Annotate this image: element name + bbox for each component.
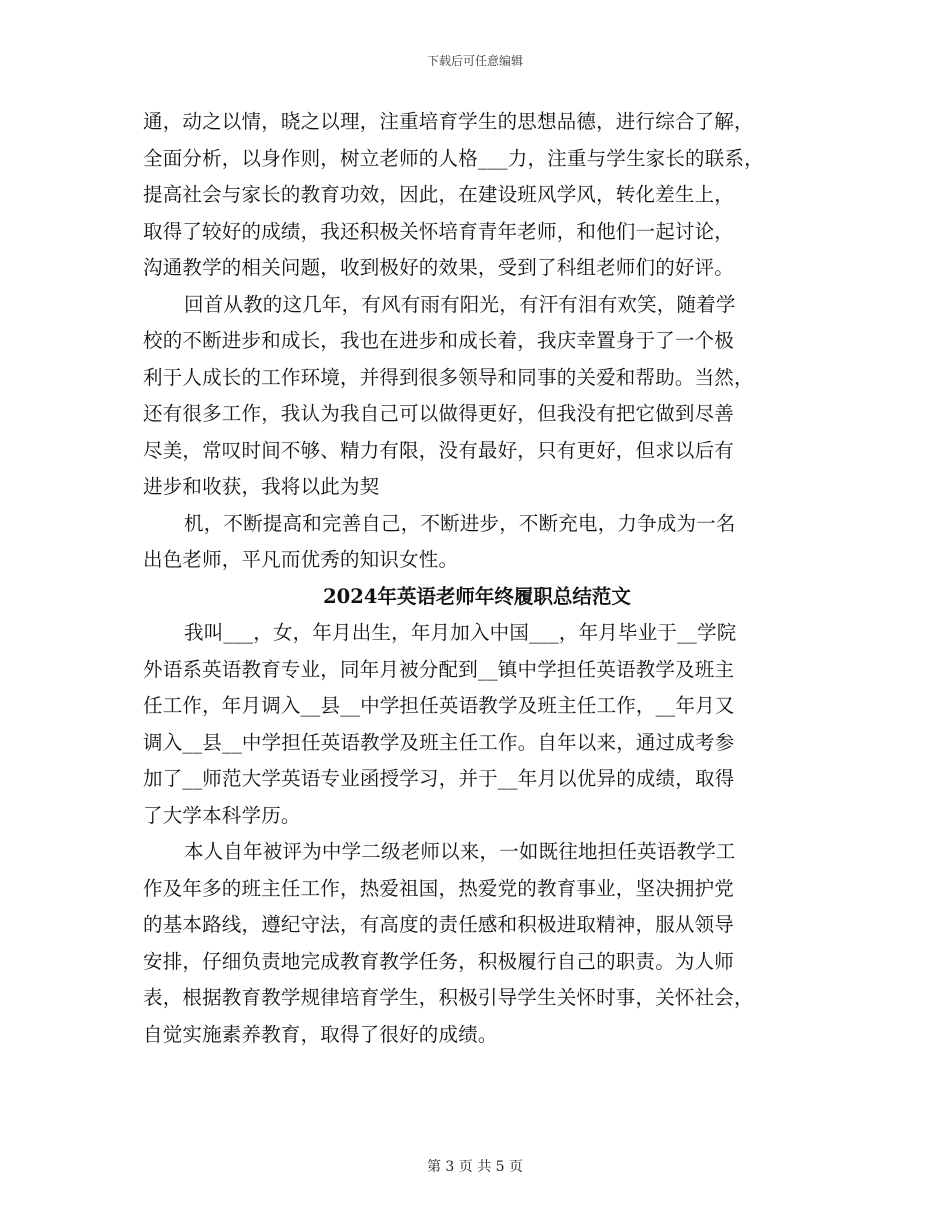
text-line: 的基本路线，遵纪守法，有高度的责任感和积极进取精神，服从领导 xyxy=(143,913,735,936)
text-line: 外语系英语教育专业，同年月被分配到__镇中学担任英语教学及班主 xyxy=(143,657,735,681)
text-line: 取得了较好的成绩，我还积极关怀培育青年老师，和他们一起讨论， xyxy=(143,219,735,243)
page-number: 第 3 页 共 5 页 xyxy=(426,1159,524,1175)
text-line: 作及年多的班主任工作，热爱祖国，热爱党的教育事业，坚决拥护党 xyxy=(143,876,735,900)
paragraph xyxy=(143,615,811,834)
page-header: 下载后可任意编辑 xyxy=(426,54,523,68)
text-line: 通，动之以情，晓之以理，注重培育学生的思想品德，进行综合了解， xyxy=(143,110,754,133)
text-line: 利于人成长的工作环境，并得到很多领导和同事的关爱和帮助。当然， xyxy=(143,365,754,389)
text-line: 还有很多工作，我认为我自己可以做得更好，但我没有把它做到尽善 xyxy=(143,402,735,425)
text-line: 尽美，常叹时间不够、精力有限，没有最好，只有更好，但求以后有 xyxy=(143,438,735,462)
text-line: 调入__县__中学担任英语教学及班主任工作。自年以来，通过成考参 xyxy=(143,730,735,754)
text-line: 表，根据教育教学规律培育学生，积极引导学生关怀时事，关怀社会， xyxy=(143,986,754,1009)
text-line: 全面分析，以身作则，树立老师的人格___力，注重与学生家长的联系， xyxy=(143,146,764,170)
text-line: 回首从教的这几年，有风有雨有阳光，有汗有泪有欢笑，随着学 xyxy=(184,292,736,316)
text-line: 我叫___，女，年月出生，年月加入中国___，年月毕业于__学院 xyxy=(184,621,737,644)
section-title: 2024年英语老师年终履职总结范文 xyxy=(323,584,631,608)
text-line: 沟通教学的相关问题，收到极好的效果，受到了科组老师们的好评。 xyxy=(143,256,735,279)
document-body xyxy=(143,104,811,1053)
paragraph xyxy=(143,506,811,579)
text-line: 进步和收获，我将以此为契 xyxy=(143,475,380,498)
text-line: 了大学本科学历。 xyxy=(143,803,301,827)
paragraph xyxy=(143,104,811,287)
text-line: 机，不断提高和完善自己，不断进步，不断充电，力争成为一名 xyxy=(184,511,736,535)
text-line: 任工作，年月调入__县__中学担任英语教学及班主任工作，__年月又 xyxy=(143,694,735,717)
text-line: 安排，仔细负责地完成教育教学任务，积极履行自己的职责。为人师 xyxy=(143,949,735,973)
text-line: 校的不断进步和成长，我也在进步和成长着，我庆幸置身于了一个极 xyxy=(143,329,735,352)
paragraph xyxy=(143,834,811,1053)
text-line: 本人自年被评为中学二级老师以来，一如既往地担任英语教学工 xyxy=(184,840,736,863)
text-line: 加了__师范大学英语专业函授学习，并于__年月以优异的成绩，取得 xyxy=(143,767,735,790)
text-line: 出色老师，平凡而优秀的知识女性。 xyxy=(143,548,459,571)
paragraph xyxy=(143,287,811,506)
text-line: 自觉实施素养教育，取得了很好的成绩。 xyxy=(143,1022,498,1046)
text-line: 提高社会与家长的教育功效，因此，在建设班风学风，转化差生上， xyxy=(143,183,735,206)
